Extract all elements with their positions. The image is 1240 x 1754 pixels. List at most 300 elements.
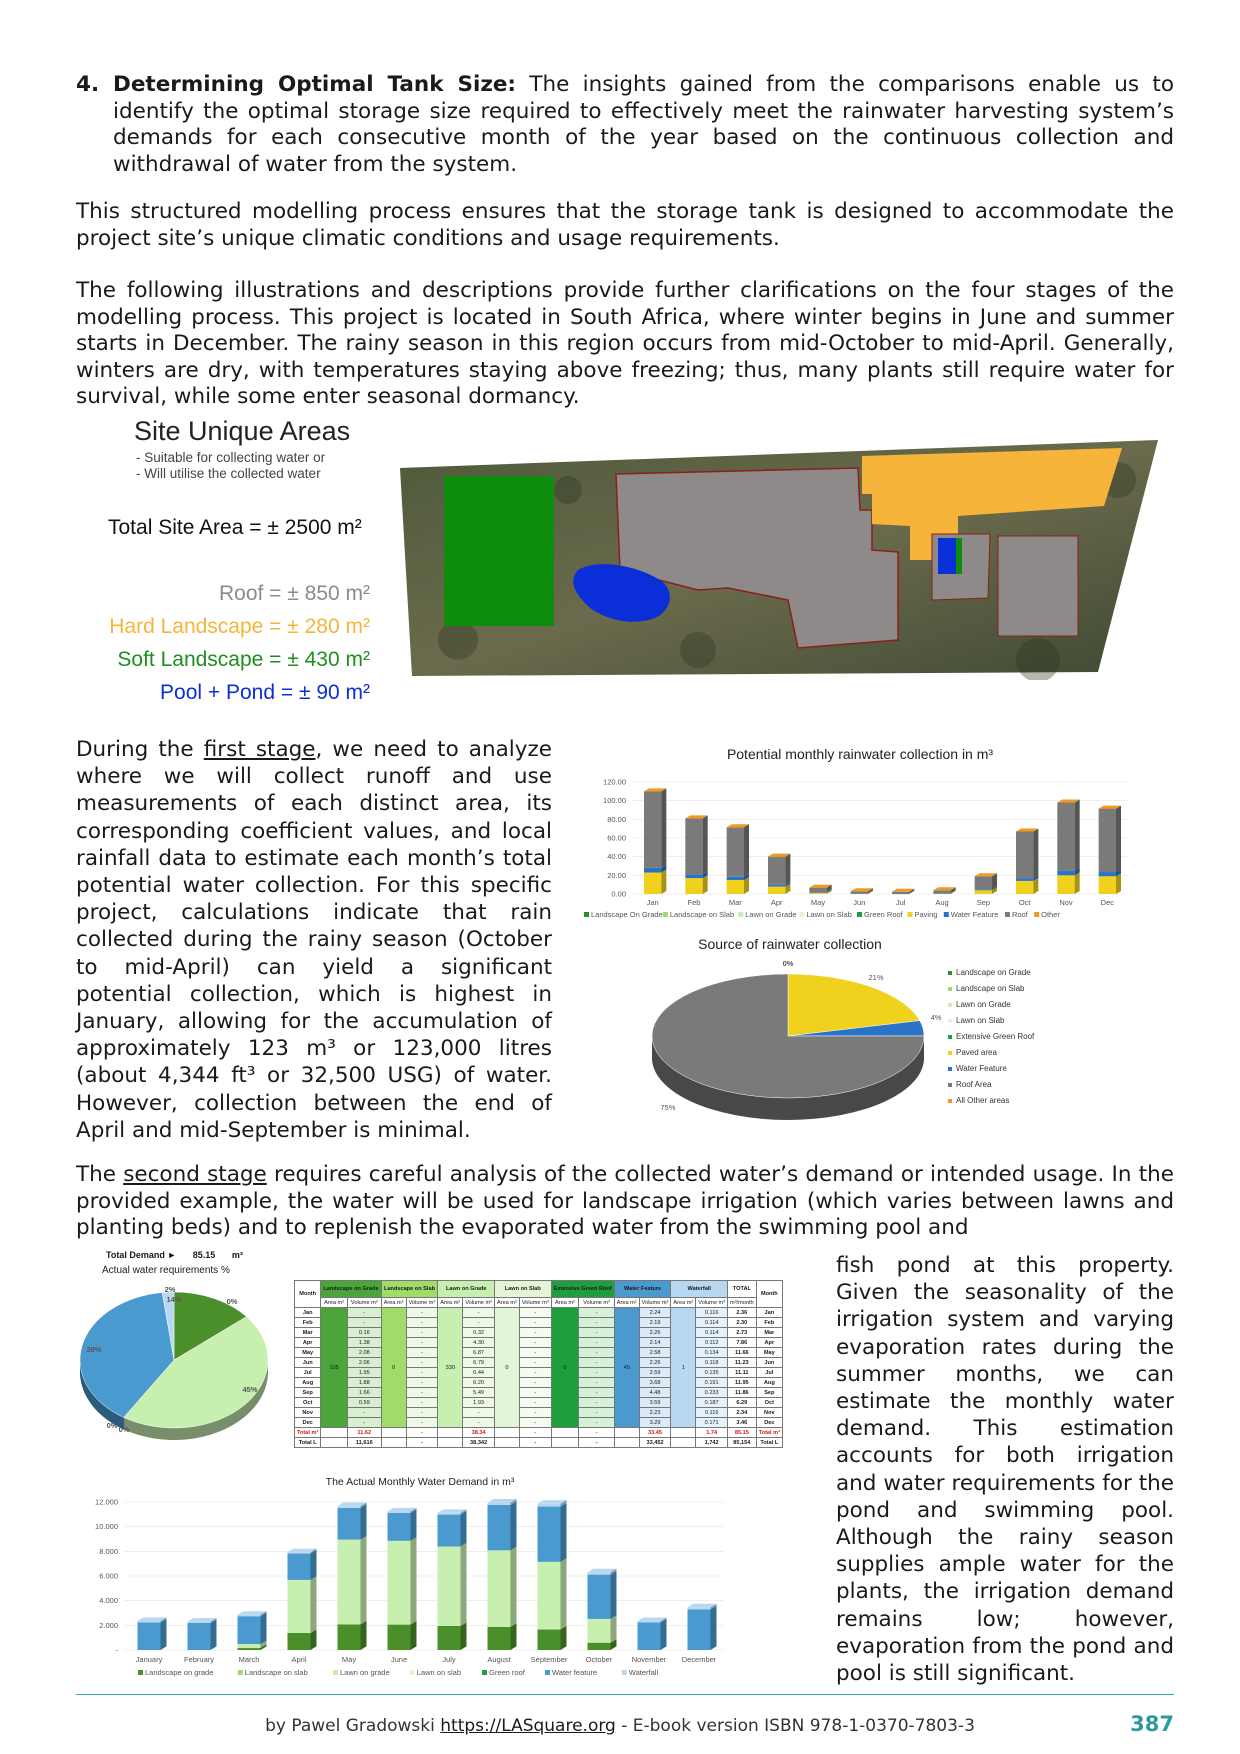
bar-segment [438, 1626, 461, 1650]
legend-label: All Other areas [956, 1096, 1010, 1105]
volume-cell: 2.19 [639, 1318, 671, 1328]
pie-value-label: 45% [242, 1385, 258, 1394]
bar-segment [1016, 881, 1033, 894]
volume-cell: - [579, 1308, 614, 1318]
volume-cell: - [519, 1328, 551, 1338]
bar-segment [685, 878, 702, 894]
volume-cell: - [406, 1308, 438, 1318]
bar-segment [768, 885, 785, 887]
legend-swatch [944, 912, 949, 917]
volume-cell: 1.38 [347, 1338, 381, 1348]
bar-segment [809, 888, 826, 893]
y-tick-label: 100.00 [603, 796, 626, 806]
volume-cell: 1.95 [347, 1368, 381, 1378]
volume-cell: - [519, 1398, 551, 1408]
legend-item [948, 984, 1034, 1000]
bar-segment [338, 1624, 361, 1650]
x-tick-label: August [487, 1655, 511, 1664]
bar-side [1033, 828, 1038, 878]
water-demand-table [294, 1280, 783, 1448]
x-tick-label: Dec [1100, 898, 1115, 907]
bar-segment [975, 889, 992, 890]
volume-cell: - [406, 1358, 438, 1368]
legend-swatch [738, 912, 743, 917]
bar-side [1075, 800, 1080, 871]
legend-swatch [238, 1670, 243, 1675]
total-value-cell: 1.74 [696, 1428, 728, 1438]
month-cell: Aug [295, 1378, 321, 1388]
legend-swatch [482, 1670, 487, 1675]
total-value-cell [381, 1428, 406, 1438]
volume-cell: 2.23 [639, 1408, 671, 1418]
bar-side [703, 815, 708, 874]
table-total-row [295, 1428, 783, 1438]
table-subheader: Area m² [321, 1298, 348, 1308]
bar-segment [538, 1562, 561, 1630]
volume-cell: - [579, 1338, 614, 1348]
x-tick-label: March [238, 1655, 260, 1664]
total-value-cell: 11,616 [347, 1438, 381, 1448]
month-cell: Mar [295, 1328, 321, 1338]
chart3-title: Actual water requirements % [102, 1265, 230, 1276]
hard-landscape-area: Hard Landscape = ± 280 m² [109, 615, 370, 638]
bar-segment [638, 1622, 661, 1650]
month-cell: Nov [756, 1408, 782, 1418]
x-tick-label: Jun [853, 898, 866, 907]
total-value-cell [671, 1428, 696, 1438]
total-cell: 2.34 [728, 1408, 757, 1418]
total-value-cell: 33.45 [639, 1428, 671, 1438]
bar-side [611, 1615, 617, 1642]
list-item-text [113, 72, 1174, 178]
bar-side [661, 870, 666, 894]
volume-cell: 1.93 [463, 1398, 495, 1408]
table-row [295, 1418, 783, 1428]
bar-segment [538, 1507, 561, 1562]
bar-segment [727, 877, 744, 880]
bar-segment [727, 880, 744, 894]
legend-label: Water Feature [950, 910, 999, 919]
month-cell: Oct [756, 1398, 782, 1408]
bar-segment [238, 1644, 261, 1648]
total-value-cell: - [519, 1428, 551, 1438]
volume-cell: 0.187 [696, 1398, 728, 1408]
volume-cell: - [519, 1308, 551, 1318]
bar-segment [685, 818, 702, 874]
bar-segment [727, 827, 744, 876]
total-value-cell: 1,742 [696, 1438, 728, 1448]
month-cell: Sep [756, 1388, 782, 1398]
table-subheader: Volume m³ [696, 1298, 728, 1308]
bar-segment [892, 893, 909, 894]
volume-cell: - [519, 1318, 551, 1328]
stage1-term: first stage [203, 737, 316, 762]
legend-label: Other [1041, 910, 1060, 919]
total-cell: 6.29 [728, 1398, 757, 1408]
table-row [295, 1368, 783, 1378]
bar-side [561, 1626, 567, 1650]
footer-author: by Pawel Gradowski [265, 1716, 435, 1736]
footer-divider [76, 1694, 1174, 1695]
month-cell: Jul [756, 1368, 782, 1378]
table-subheader: Volume m³ [579, 1298, 614, 1308]
total-cell: 2.36 [728, 1308, 757, 1318]
pie-label-paved: 21% [868, 973, 884, 982]
x-tick-label: Aug [935, 898, 949, 907]
total-value-cell [671, 1438, 696, 1448]
volume-cell: 0.112 [696, 1338, 728, 1348]
volume-cell: 2.08 [347, 1348, 381, 1358]
footer [0, 1716, 1240, 1736]
bar-segment [488, 1550, 511, 1626]
total-cell: 11.95 [728, 1378, 757, 1388]
volume-cell: - [463, 1418, 495, 1428]
y-tick-label: 120.00 [603, 777, 626, 787]
volume-cell: - [347, 1318, 381, 1328]
total-demand [106, 1250, 243, 1260]
soft-landscape-zone [444, 476, 554, 626]
legend-label: Paved area [956, 1048, 997, 1057]
y-tick-label: - [115, 1645, 118, 1655]
bar-segment [388, 1541, 411, 1625]
volume-cell: - [463, 1308, 495, 1318]
volume-cell: 0.114 [696, 1328, 728, 1338]
total-value-cell: - [406, 1438, 438, 1448]
y-tick-label: 4.000 [99, 1596, 118, 1606]
x-tick-label: Feb [687, 898, 701, 907]
bar-side [261, 1613, 267, 1644]
legend-swatch [584, 912, 589, 917]
month-cell: Feb [295, 1318, 321, 1328]
table-subheader: Volume m³ [519, 1298, 551, 1308]
total-value-cell: - [579, 1438, 614, 1448]
legend-label: Green roof [489, 1668, 525, 1677]
month-cell: Jul [295, 1368, 321, 1378]
bar-segment [538, 1504, 561, 1507]
volume-cell: - [579, 1418, 614, 1428]
bar-segment [338, 1540, 361, 1625]
bar-segment [238, 1615, 261, 1616]
volume-cell: 6.20 [463, 1378, 495, 1388]
table-subheader: Area m² [494, 1298, 519, 1308]
volume-cell: 1.66 [347, 1388, 381, 1398]
table-subheader: Area m² [551, 1298, 579, 1308]
area-cell: 105 [321, 1308, 348, 1428]
bar-segment [538, 1630, 561, 1650]
total-cell: 11.86 [728, 1388, 757, 1398]
table-row [295, 1408, 783, 1418]
legend-label: Water feature [552, 1668, 598, 1677]
legend-item [948, 1016, 1034, 1032]
legend-swatch [663, 912, 668, 917]
pie-value-label: 0% [106, 1421, 118, 1430]
volume-cell: - [406, 1338, 438, 1348]
total-value-cell [321, 1438, 348, 1448]
total-value-cell: 38.34 [463, 1428, 495, 1438]
total-value-cell [494, 1428, 519, 1438]
bar-side [711, 1606, 717, 1650]
bar-segment [288, 1633, 311, 1650]
table-subheader: Area m² [671, 1298, 696, 1308]
bar-side [1116, 806, 1121, 872]
bar-segment [138, 1622, 161, 1650]
table-subheader: Volume m³ [639, 1298, 671, 1308]
legend-label: Lawn on Slab [956, 1016, 1005, 1025]
legend-label: Lawn on Slab [806, 910, 852, 919]
bar-segment [288, 1580, 311, 1633]
area-cell: 330 [438, 1308, 463, 1428]
total-value-cell [614, 1438, 639, 1448]
bar-segment [688, 1607, 711, 1609]
bar-side [511, 1623, 517, 1650]
x-tick-label: May [341, 1655, 357, 1664]
total-value-cell: 85.15 [728, 1428, 757, 1438]
bar-segment [644, 873, 661, 894]
table-subheader: Area m² [438, 1298, 463, 1308]
bar-segment [809, 892, 826, 893]
volume-cell: 0.32 [463, 1328, 495, 1338]
legend-label: Green Roof [864, 910, 903, 919]
bar-segment [388, 1512, 411, 1513]
legend-label: Lawn on Grade [956, 1000, 1011, 1009]
total-value-cell [551, 1438, 579, 1448]
total-value-cell: 11.62 [347, 1428, 381, 1438]
bar-segment [388, 1513, 411, 1541]
y-tick-label: 2.000 [99, 1620, 118, 1630]
stage2-term: second stage [123, 1162, 267, 1187]
volume-cell: - [347, 1308, 381, 1318]
total-value-cell [438, 1438, 463, 1448]
bar-side [511, 1501, 517, 1550]
volume-cell: 0.116 [696, 1408, 728, 1418]
site-aerial-plan [398, 440, 1168, 680]
volume-cell: - [347, 1408, 381, 1418]
bar-segment [851, 893, 868, 894]
volume-cell: 2.26 [639, 1358, 671, 1368]
table-header: Landscape on Slab [381, 1281, 438, 1298]
x-tick-label: Jul [895, 898, 906, 907]
bar-side [311, 1576, 317, 1633]
bar-segment [1099, 872, 1116, 876]
volume-cell: 0.191 [696, 1378, 728, 1388]
pie-label-zero: 0% [782, 959, 794, 968]
table-row [295, 1318, 783, 1328]
stage1-body: , we need to analyze where we will collect runoff and use measurements of each distinct area, its corresponding coefficient values, and local rainfall data to estimate each month’s total potential water collection. For this specific project, calculations indicate that rain collected during the rainy season (October to mid-April) can yield a significant potential collection, which is highest in January, allowing for the accumulation of approximately 123 m³ or 123,000 litres (about 4,344 ft³ or 32,500 USG) of water. However, collection between the end of April and mid-September is minimal. [76, 737, 552, 1143]
monthly-demand-chart [90, 1490, 750, 1680]
bar-segment [138, 1621, 161, 1622]
legend-label: Lawn on grade [340, 1668, 390, 1677]
water-requirements-pie [72, 1280, 282, 1450]
month-cell: Dec [756, 1418, 782, 1428]
month-cell: May [756, 1348, 782, 1358]
volume-cell: - [519, 1368, 551, 1378]
volume-cell: 5.49 [463, 1388, 495, 1398]
x-tick-label: Nov [1059, 898, 1073, 907]
legend-item [948, 1064, 1034, 1080]
month-cell: Dec [295, 1418, 321, 1428]
paragraph-modelling: This structured modelling process ensures that the storage tank is designed to accommodate the project site’s unique climatic conditions and usage requirements. [76, 199, 1174, 251]
x-tick-label: November [631, 1655, 667, 1664]
bar-segment [768, 857, 785, 885]
bar-segment [338, 1506, 361, 1508]
y-tick-label: 60.00 [607, 833, 626, 843]
volume-cell: 0.171 [696, 1418, 728, 1428]
month-cell: Mar [756, 1328, 782, 1338]
legend-swatch [622, 1670, 627, 1675]
month-cell: Aug [756, 1378, 782, 1388]
pie-value-label: 39% [86, 1345, 102, 1354]
legend-label: Roof [1011, 910, 1028, 919]
bar-side [785, 854, 790, 885]
legend-item [948, 1096, 1034, 1112]
volume-cell: 0.135 [696, 1368, 728, 1378]
table-header: Landscape on Grade [321, 1281, 381, 1298]
total-value-cell [381, 1438, 406, 1448]
volume-cell: - [519, 1378, 551, 1388]
roof-east [998, 536, 1078, 636]
total-value-cell [614, 1428, 639, 1438]
volume-cell: 2.59 [639, 1368, 671, 1378]
legend-label: Landscape On Grade [591, 910, 663, 919]
bar-side [1075, 872, 1080, 894]
bar-side [361, 1536, 367, 1624]
list-item-title: Determining Optimal Tank Size: [113, 72, 517, 97]
month-cell: Oct [295, 1398, 321, 1408]
stage1-text [76, 736, 552, 1144]
pie-label-roof: 75% [660, 1103, 676, 1112]
bar-segment [975, 890, 992, 894]
area-cell: 0 [381, 1308, 406, 1428]
bar-segment [588, 1643, 611, 1650]
table-subheader: Volume m³ [406, 1298, 438, 1308]
rainwater-collection-chart [576, 764, 1150, 920]
total-value-cell: Total m³ [756, 1428, 782, 1438]
bar-segment [588, 1619, 611, 1643]
total-site-area: Total Site Area = ± 2500 m² [108, 516, 362, 539]
volume-cell: 0.116 [696, 1308, 728, 1318]
volume-cell: 3.68 [639, 1378, 671, 1388]
stage1-prefix: During the [76, 737, 204, 762]
bar-side [211, 1619, 217, 1650]
bar-segment [288, 1552, 311, 1553]
volume-cell: 1.88 [347, 1378, 381, 1388]
volume-cell: - [406, 1408, 438, 1418]
pie-label-water: 4% [930, 1013, 942, 1022]
bar-segment [238, 1616, 261, 1644]
site-areas-subtitle-2: - Will utilise the collected water [136, 466, 321, 481]
table-total-row [295, 1438, 783, 1448]
x-tick-label: July [442, 1655, 456, 1664]
total-value-cell [494, 1438, 519, 1448]
volume-cell: - [519, 1348, 551, 1358]
bar-segment [338, 1508, 361, 1540]
bar-segment [1057, 875, 1074, 894]
bar-side [461, 1511, 467, 1547]
legend-swatch [1005, 912, 1010, 917]
y-tick-label: 80.00 [607, 814, 626, 824]
volume-cell: - [579, 1328, 614, 1338]
total-value-cell: 85,154 [728, 1438, 757, 1448]
volume-cell: - [519, 1358, 551, 1368]
volume-cell: 3.59 [639, 1398, 671, 1408]
x-tick-label: January [135, 1655, 163, 1664]
total-value-cell: Total L [756, 1438, 782, 1448]
legend-label: Water Feature [956, 1064, 1007, 1073]
legend-swatch [410, 1670, 415, 1675]
legend-item [948, 1000, 1034, 1016]
bar-segment [638, 1621, 661, 1622]
volume-cell: - [463, 1408, 495, 1418]
volume-cell: 2.58 [639, 1348, 671, 1358]
legend-swatch [799, 912, 804, 917]
total-cell: 11.23 [728, 1358, 757, 1368]
volume-cell: - [579, 1388, 614, 1398]
volume-cell: 0.59 [347, 1398, 381, 1408]
volume-cell: - [579, 1368, 614, 1378]
month-cell: Apr [756, 1338, 782, 1348]
table-row [295, 1338, 783, 1348]
bar-side [561, 1503, 567, 1562]
y-tick-label: 20.00 [607, 870, 626, 880]
volume-cell: - [406, 1398, 438, 1408]
chart2-legend [948, 968, 1034, 1112]
volume-cell: - [406, 1318, 438, 1328]
total-value-cell: 33,452 [639, 1438, 671, 1448]
volume-cell: - [406, 1378, 438, 1388]
table-row [295, 1328, 783, 1338]
volume-cell: - [406, 1328, 438, 1338]
x-tick-label: April [291, 1655, 307, 1664]
y-tick-label: 8.000 [99, 1546, 118, 1556]
chart2-title: Source of rainwater collection [698, 936, 882, 952]
bar-segment [768, 887, 785, 894]
bar-segment [488, 1503, 511, 1505]
footer-link[interactable]: https://LASquare.org [440, 1716, 616, 1736]
volume-cell: - [406, 1418, 438, 1428]
legend-swatch [545, 1670, 550, 1675]
bar-segment [438, 1513, 461, 1515]
table-header: Extensive Green Roof [551, 1281, 614, 1298]
bar-segment [892, 892, 909, 894]
area-cell: 0 [551, 1308, 579, 1428]
x-tick-label: Mar [728, 898, 742, 907]
legend-label: Lawn on Grade [745, 910, 797, 919]
total-value-cell: - [579, 1428, 614, 1438]
month-cell: Apr [295, 1338, 321, 1348]
volume-cell: 0.233 [696, 1388, 728, 1398]
volume-cell: - [579, 1398, 614, 1408]
volume-cell: - [579, 1358, 614, 1368]
chart1-title: Potential monthly rainwater collection in m³ [726, 746, 994, 762]
bar-segment [588, 1575, 611, 1619]
total-value-cell: - [519, 1438, 551, 1448]
legend-label: Landscape on Slab [669, 910, 735, 919]
y-tick-label: 12.000 [95, 1497, 118, 1507]
bar-side [411, 1621, 417, 1650]
table-subheader: Area m² [381, 1298, 406, 1308]
total-value-cell [551, 1428, 579, 1438]
bar-segment [1016, 831, 1033, 878]
bar-side [703, 875, 708, 894]
table-header: Lawn on Grade [438, 1281, 495, 1298]
table-subheader: Area m² [614, 1298, 639, 1308]
bar-segment [438, 1547, 461, 1626]
bar-segment [488, 1627, 511, 1650]
y-tick-label: 40.00 [607, 852, 626, 862]
y-tick-label: 6.000 [99, 1571, 118, 1581]
total-demand-unit: m³ [231, 1250, 243, 1260]
month-cell: Jun [756, 1358, 782, 1368]
